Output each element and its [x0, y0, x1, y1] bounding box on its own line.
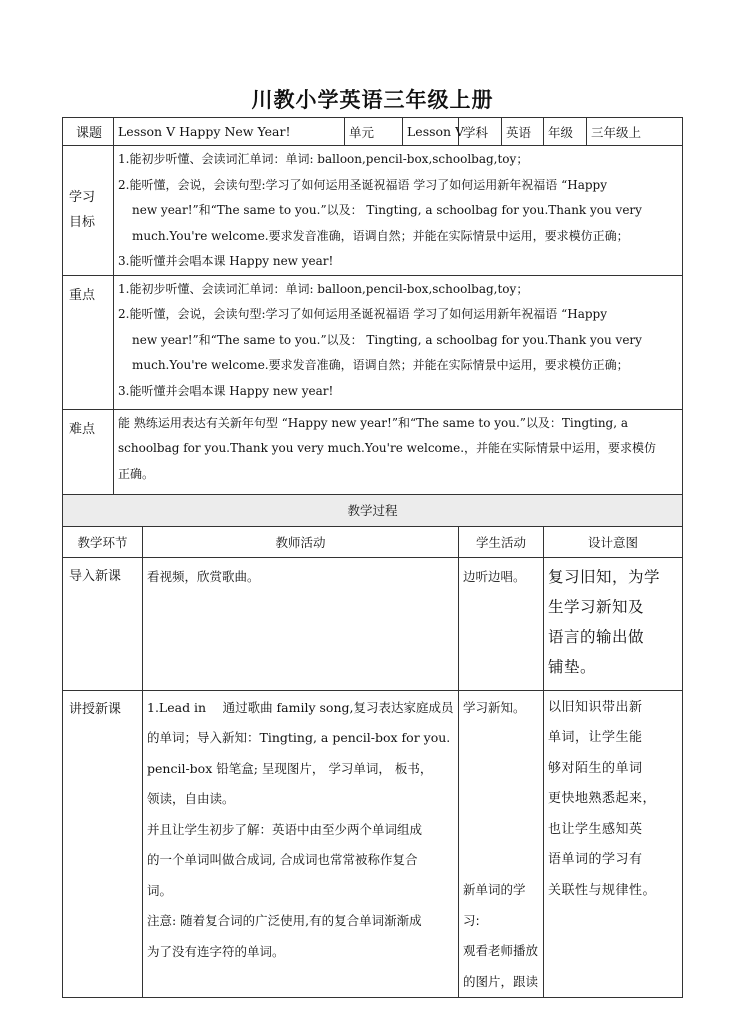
objective-line: 2.能听懂，会说，会读句型:学习了如何运用圣诞祝福语 学习了如何运用新年祝福语 “Happy — [118, 177, 608, 192]
stage-cell: 导入新课 — [63, 557, 143, 690]
teacher-line: 为了没有连字符的单词。 — [147, 943, 285, 959]
lesson-label: 课题 — [63, 118, 114, 146]
intent-line: 单词，让学生能 — [548, 730, 643, 745]
student-line: 的图片，跟读 — [463, 973, 539, 989]
objectives-row — [63, 146, 683, 276]
difficulty-line: 能 熟练运用表达有关新年句型 “Happy new year!”和“The same to you.”以及：Tingting, a — [118, 415, 629, 430]
intent-line: 生学习新知及 — [548, 597, 645, 616]
objectives-label: 学习目标 — [63, 146, 114, 276]
teacher-line: 并且让学生初步了解：英语中由至少两个单词组成 — [147, 821, 423, 837]
intent-line: 语言的输出做 — [548, 627, 645, 646]
teacher-line: 词。 — [147, 882, 173, 898]
objective-line: 3.能听懂并会唱本课 Happy new year! — [118, 254, 334, 268]
difficulty-line: schoolbag for you.Thank you very much.You're welcome.，并能在实际情景中运用，要求模仿 — [118, 441, 657, 455]
document-title: 川教小学英语三年级上册 — [251, 88, 494, 112]
teacher-line: pencil-box 铅笔盒; 呈现图片， 学习单词， 板书， — [147, 760, 433, 776]
process-header-row — [63, 526, 683, 557]
difficulties-row — [63, 409, 683, 494]
process-row-new-lesson — [63, 690, 683, 998]
intent-line: 复习旧知，为学 — [548, 567, 661, 586]
lesson-plan-table — [62, 117, 683, 998]
difficulty-line: 正确。 — [118, 466, 155, 481]
process-section-title: 教学过程 — [63, 494, 683, 526]
student-activity-cell — [459, 690, 544, 998]
objective-line: much.You're welcome.要求发音准确，语调自然；并能在实际情景中运用，要求模仿正确； — [132, 228, 629, 243]
key-points-content — [114, 275, 683, 409]
intent-line: 语单词的学习有 — [548, 852, 643, 867]
teacher-line: 领读，自由读。 — [147, 791, 235, 806]
key-point-line: 3.能听懂并会唱本课 Happy new year! — [118, 383, 334, 398]
design-intent-cell — [544, 690, 683, 998]
intent-line: 铺垫。 — [548, 657, 597, 676]
student-line: 新单词的学习: — [463, 882, 526, 928]
key-point-line: new year!”和“The same to you.”以及： Tingting, a schoolbag for you.Thank you very — [132, 332, 642, 347]
grade-label: 年级 — [544, 118, 587, 146]
teacher-line: 的单词；导入新知：Tingting, a pencil-box for you. — [147, 730, 451, 745]
intent-line: 更快地熟悉起来， — [548, 791, 657, 806]
teacher-line: 注意: 随着复合词的广泛使用,有的复合单词渐渐成 — [147, 913, 422, 928]
stage-cell: 讲授新课 — [63, 690, 143, 998]
column-header-student: 学生活动 — [459, 526, 544, 557]
teacher-line: 的一个单词叫做合成词, 合成词也常常被称作复合 — [147, 852, 418, 867]
grade-value: 三年级上 — [587, 118, 683, 146]
subject-label: 学科 — [459, 118, 502, 146]
student-spacer — [463, 723, 539, 875]
difficulties-content — [114, 409, 683, 494]
intent-line: 关联性与规律性。 — [548, 882, 657, 898]
key-point-line: 2.能听懂，会说，会读句型:学习了如何运用圣诞祝福语 学习了如何运用新年祝福语 “Happy — [118, 307, 608, 321]
student-line: 观看老师播放 — [463, 943, 539, 958]
student-line: 边听边唱。 — [463, 568, 526, 584]
teacher-activity-cell — [143, 690, 459, 998]
teacher-activity-cell — [143, 557, 459, 690]
teacher-line: 1.Lead in 通过歌曲 family song,复习表达家庭成员 — [147, 699, 454, 715]
intent-line: 以旧知识带出新 — [548, 699, 643, 715]
key-point-line: much.You're welcome.要求发音准确，语调自然；并能在实际情景中运用，要求模仿正确； — [132, 358, 629, 372]
student-line: 学习新知。 — [463, 699, 526, 715]
column-header-intent: 设计意图 — [544, 526, 683, 557]
objective-line: 1.能初步听懂、会读词汇单词：单词: balloon,pencil-box,schoolbag,toy； — [118, 152, 529, 166]
unit-value: Lesson V — [403, 118, 459, 146]
key-points-row — [63, 275, 683, 409]
objectives-content — [114, 146, 683, 276]
key-point-line: 1.能初步听懂、会读词汇单词：单词: balloon,pencil-box,schoolbag,toy； — [118, 281, 529, 296]
objective-line: new year!”和“The same to you.”以及： Tingting, a schoolbag for you.Thank you very — [132, 203, 642, 217]
subject-value: 英语 — [502, 118, 544, 146]
intent-line: 也让学生感知英 — [548, 821, 643, 837]
difficulties-label: 难点 — [63, 409, 114, 494]
lesson-value: Lesson V Happy New Year! — [114, 118, 345, 146]
intent-line: 够对陌生的单词 — [548, 760, 643, 776]
unit-label: 单元 — [345, 118, 403, 146]
column-header-teacher: 教师活动 — [143, 526, 459, 557]
student-activity-cell — [459, 557, 544, 690]
process-row-intro — [63, 557, 683, 690]
process-section-row — [63, 494, 683, 526]
header-row — [63, 118, 683, 146]
teacher-line: 看视频，欣赏歌曲。 — [147, 568, 260, 584]
design-intent-cell — [544, 557, 683, 690]
column-header-stage: 教学环节 — [63, 526, 143, 557]
key-points-label: 重点 — [63, 275, 114, 409]
